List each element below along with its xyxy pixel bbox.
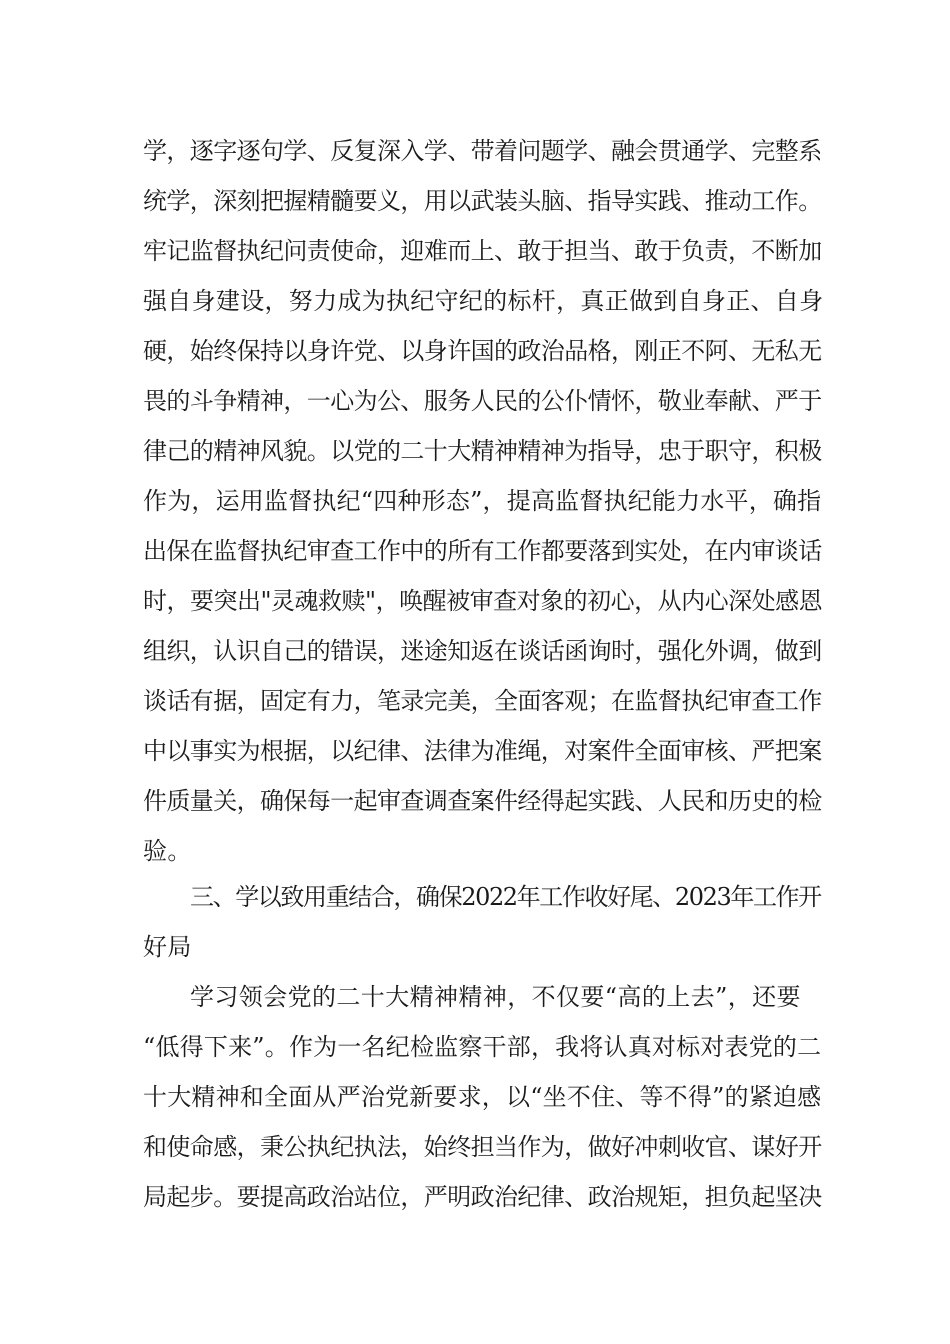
body-text-line: 出保在监督执纪审查工作中的所有工作都要落到实处，在内审谈话 — [143, 537, 822, 565]
body-text-line: 局起步。要提高政治站位，严明政治纪律、政治规矩，担负起坚决 — [143, 1183, 822, 1211]
body-text-line: 强自身建设，努力成为执纪守纪的标杆，真正做到自身正、自身 — [143, 287, 824, 315]
body-text-line: 牢记监督执纪问责使命，迎难而上、敢于担当、敢于负责，不断加 — [143, 237, 822, 265]
body-text-line: 十大精神和全面从严治党新要求，以“坐不住、等不得”的紧迫感 — [143, 1083, 822, 1111]
body-text-line: 中以事实为根据，以纪律、法律为准绳，对案件全面审核、严把案 — [143, 737, 822, 765]
body-text-line: 谈话有据，固定有力，笔录完美，全面客观；在监督执纪审查工作 — [143, 687, 822, 715]
body-text-line: 件质量关，确保每一起审查调查案件经得起实践、人民和历史的检 — [143, 787, 822, 815]
body-text-line: 学习领会党的二十大精神精神，不仅要“高的上去”，还要 — [190, 983, 801, 1011]
body-text-line: 和使命感，秉公执纪执法，始终担当作为，做好冲刺收官、谋好开 — [143, 1133, 822, 1161]
body-text-line: 时，要突出"灵魂救赎"，唤醒被审查对象的初心，从内心深处感恩 — [143, 587, 823, 615]
body-text-line: 组织，认识自己的错误，迷途知返在谈话函询时，强化外调，做到 — [143, 637, 822, 665]
body-text-line: 学，逐字逐句学、反复深入学、带着问题学、融会贯通学、完整系 — [143, 137, 822, 165]
body-text-line: 作为，运用监督执纪“四种形态”，提高监督执纪能力水平，确指 — [143, 487, 822, 515]
body-text-line: 验。 — [143, 837, 192, 865]
body-text-line: “低得下来”。作为一名纪检监察干部，我将认真对标对表党的二 — [143, 1033, 822, 1061]
body-text-line: 统学，深刻把握精髓要义，用以武装头脑、指导实践、推动工作。 — [143, 187, 822, 215]
body-text-line: 律己的精神风貌。以党的二十大精神精神为指导，忠于职守，积极 — [143, 437, 822, 465]
body-text-line: 硬，始终保持以身许党、以身许国的政治品格，刚正不阿、无私无 — [143, 337, 822, 365]
body-text-line: 畏的斗争精神，一心为公、服务人民的公仆情怀，敬业奉献、严于 — [143, 387, 822, 415]
section-heading: 三、学以致用重结合，确保2022年工作收好尾、2023年工作开 — [190, 883, 821, 911]
section-heading-continuation: 好局 — [143, 933, 192, 961]
